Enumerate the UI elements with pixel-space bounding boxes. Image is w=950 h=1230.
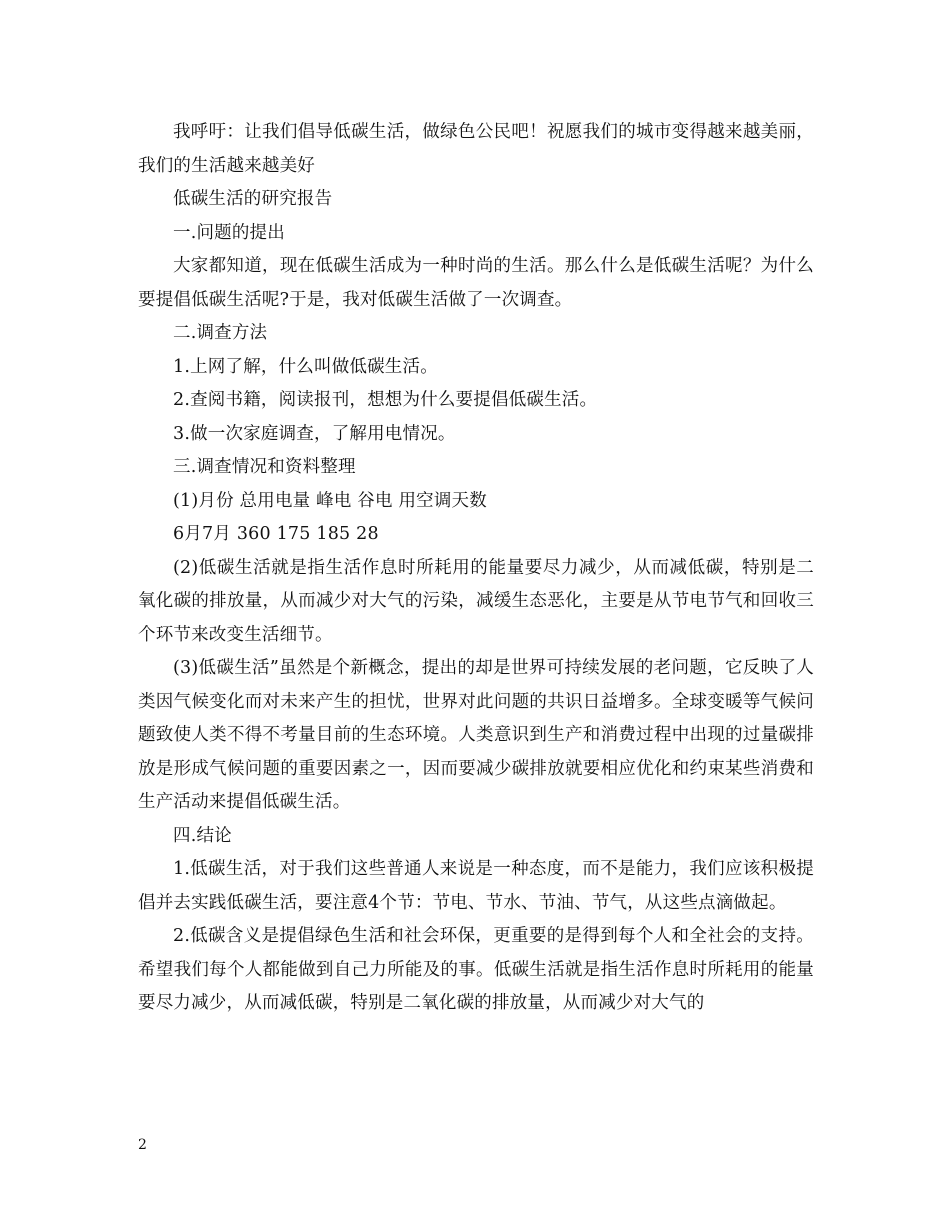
usage-table-header: (1)月份 总用电量 峰电 谷电 用空调天数 bbox=[173, 490, 487, 511]
section-heading-problem: 一.问题的提出 bbox=[173, 222, 285, 243]
paragraph-problem: 大家都知道，现在低碳生活成为一种时尚的生活。那么什么是低碳生活呢？为什么要提倡低碳生活呢?于是，我对低碳生活做了一次调查。 bbox=[138, 256, 814, 310]
report-title: 低碳生活的研究报告 bbox=[173, 189, 333, 209]
finding-item-2: (2)低碳生活就是指生活作息时所耗用的能量要尽力减少，从而减低碳，特别是二氧化碳的排放量，从而减少对大气的污染，减缓生态恶化，主要是从节电节气和回收三个环节来改变生活细节。 bbox=[138, 557, 814, 645]
conclusion-item-1: 1.低碳生活，对于我们这些普通人来说是一种态度，而不是能力，我们应该积极提倡并去实践低碳生活，要注意4个节：节电、节水、节油、节气，从这些点滴做起。 bbox=[138, 859, 814, 913]
paragraph-appeal: 我呼吁：让我们倡导低碳生活，做绿色公民吧！祝愿我们的城市变得越来越美丽，我们的生活越来越美好 bbox=[138, 122, 814, 176]
document-body bbox=[138, 116, 814, 1021]
finding-item-3: (3)低碳生活”虽然是个新概念，提出的却是世界可持续发展的老问题，它反映了人类因气候变化而对未来产生的担忧，世界对此问题的共识日益增多。全球变暖等气候问题致使人类不得不考量目前的生态环境。人类意识到生产和消费过程中出现的过量碳排放是形成气候问题的重要因素之一，因而要减少碳排放就要相应优化和约束某些消费和生产活动来提倡低碳生活。 bbox=[138, 658, 814, 812]
conclusion-item-2: 2.低碳含义是提倡绿色生活和社会环保，更重要的是得到每个人和全社会的支持。希望我们每个人都能做到自己力所能及的事。低碳生活就是指生活作息时所耗用的能量要尽力减少，从而减低碳，特别是二氧化碳的排放量，从而减少对大气的 bbox=[138, 926, 814, 1013]
method-item-3: 3.做一次家庭调查，了解用电情况。 bbox=[173, 423, 456, 444]
section-heading-findings: 三.调查情况和资料整理 bbox=[173, 457, 356, 477]
method-item-1: 1.上网了解，什么叫做低碳生活。 bbox=[173, 356, 438, 377]
method-item-2: 2.查阅书籍，阅读报刊，想想为什么要提倡低碳生活。 bbox=[173, 390, 598, 410]
usage-table-row: 6月7月 360 175 185 28 bbox=[173, 524, 379, 544]
section-heading-conclusion: 四.结论 bbox=[173, 825, 232, 846]
section-heading-method: 二.调查方法 bbox=[173, 323, 268, 343]
page-number: 2 bbox=[138, 1137, 147, 1153]
